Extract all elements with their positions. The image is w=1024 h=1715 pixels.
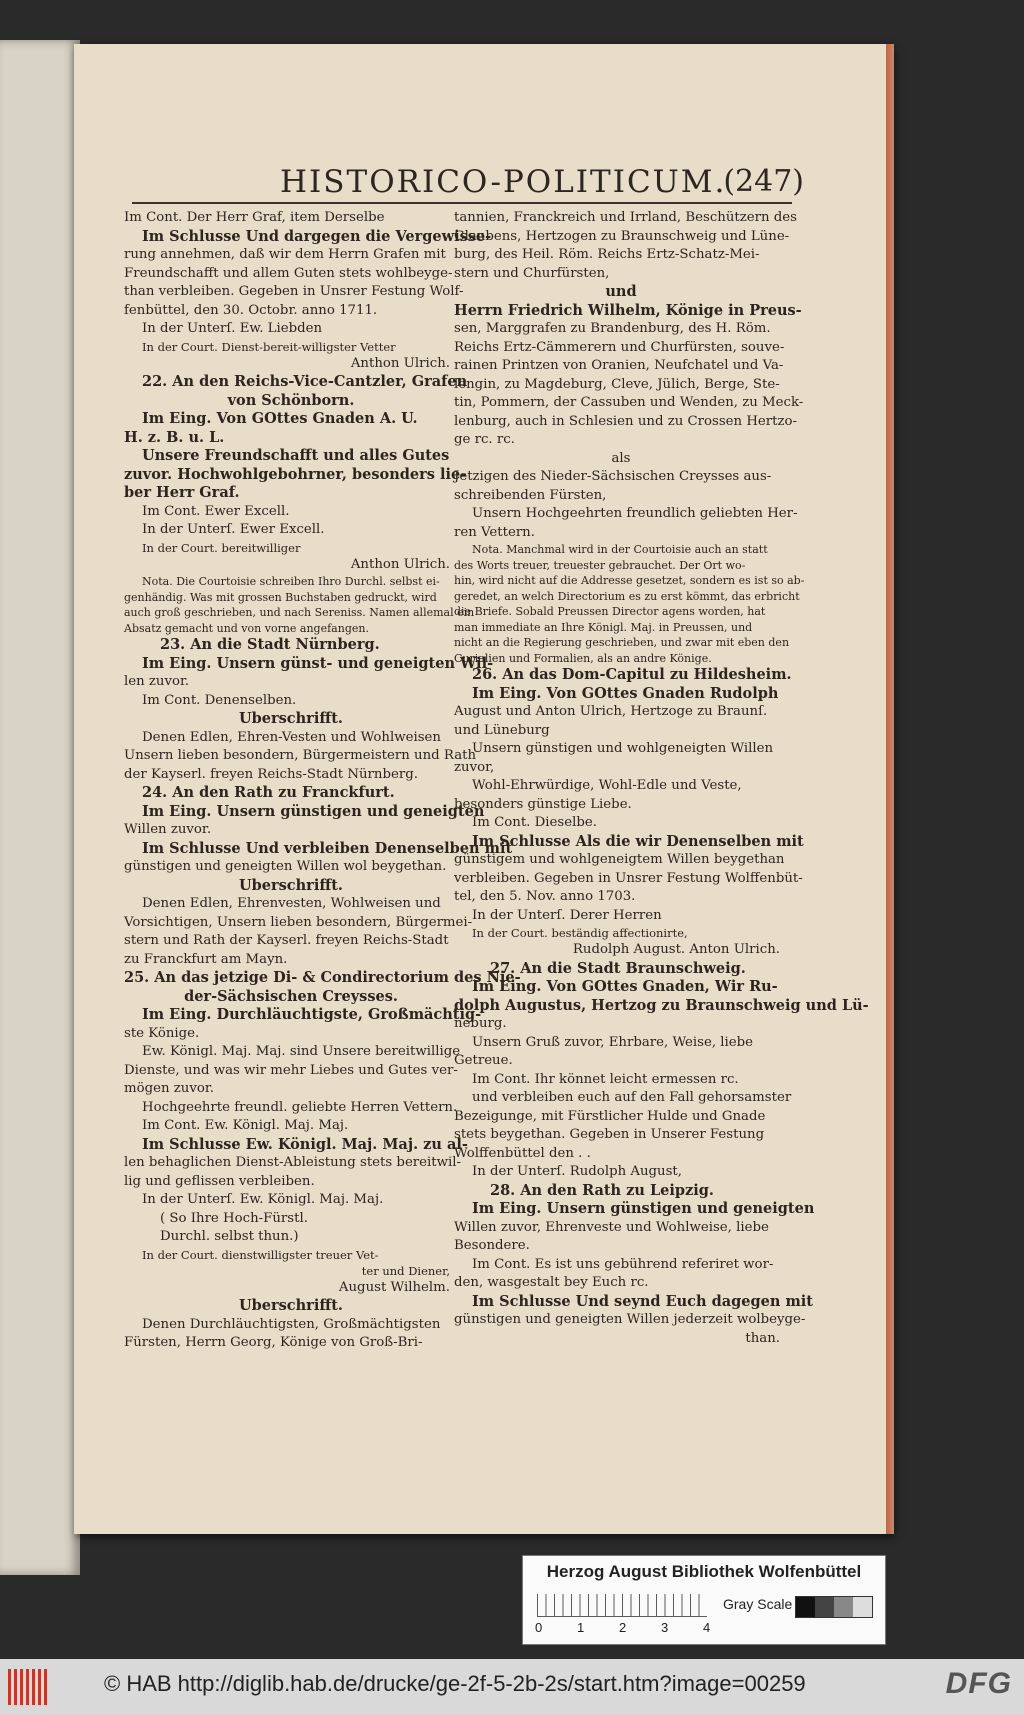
text-line: Im Schlusse Und verbleiben Denenselben mit [142, 839, 513, 857]
text-line: In der Court. bereitwilliger [142, 540, 301, 555]
text-line: ter und Diener, [361, 1263, 450, 1278]
text-line: len zuvor. [124, 674, 190, 689]
footer-source-link[interactable]: © HAB http://diglib.hab.de/drucke/ge-2f-5-2b-2s/start.htm?image=00259 [104, 1671, 806, 1696]
text-line: der-Sächsischen Creysses. [184, 987, 398, 1005]
text-line: August Wilhelm. [338, 1279, 450, 1295]
text-line: In der Court. Dienst-bereit-willigster Vetter [142, 339, 396, 354]
text-line: Im Schlusse Ew. Königl. Maj. Maj. zu al- [142, 1135, 468, 1153]
text-line: Im Eing. Durchläuchtigste, Großmächtig- [142, 1006, 482, 1023]
text-line: günstigen und geneigten Willen jederzeit wolbeyge- [454, 1312, 806, 1327]
text-line: Im Eing. Von GOttes Gnaden A. U. [142, 410, 418, 427]
text-line: Im Schlusse Als die wir Denenselben mit [472, 832, 804, 850]
text-line: stets beygethan. Gegeben in Unserer Festung [454, 1127, 765, 1142]
running-title: HISTORICO-POLITICUM. [280, 164, 727, 200]
gray-scale-label: Gray Scale [723, 1596, 793, 1612]
text-line: geredet, an welch Directorium es zu erst kömmt, das erbricht [454, 589, 800, 603]
text-line: Nota. Manchmal wird in der Courtoisie auch an statt [472, 543, 768, 556]
text-line: Ew. Königl. Maj. Maj. sind Unsere bereitwillige [142, 1044, 461, 1059]
text-line: günstigem und wohlgeneigtem Willen beygethan [454, 852, 785, 867]
text-line: verbleiben. Gegeben in Unsrer Festung Wolffenbüt- [454, 870, 803, 886]
text-line: stern und Churfürsten, [454, 265, 610, 281]
scale-ruler [537, 1594, 707, 1617]
text-line: Bezeigunge, mit Fürstlicher Hulde und Gnade [454, 1108, 766, 1124]
text-line: auch groß geschrieben, und nach Sereniss. Namen allemal ein [124, 606, 475, 619]
library-color-target [522, 1555, 886, 1645]
text-line: Nota. Die Courtoisie schreiben Ihro Durchl. selbst ei- [142, 575, 440, 588]
text-line: than verbleiben. Gegeben in Unsrer Festung Wolf- [124, 284, 464, 299]
text-line: Im Cont. Ew. Königl. Maj. Maj. [142, 1118, 349, 1133]
text-line: ber Herr Graf. [124, 484, 240, 501]
text-line: neburg. [454, 1016, 507, 1031]
text-line: rainen Printzen von Oranien, Neufchatel und Va- [454, 358, 784, 373]
ruler-number: 3 [661, 1620, 669, 1635]
text-line: In der Unterſ. Derer Herren [472, 907, 662, 923]
header-rule [132, 202, 792, 204]
text-line: Im Eing. Unsern günst- und geneigten Wil- [142, 654, 494, 672]
text-line: und [605, 283, 637, 300]
scanned-page [74, 44, 892, 1534]
text-line: zuvor. Hochwohlgebohrner, besonders lie- [124, 465, 467, 483]
text-line: als [611, 450, 631, 466]
text-line: In der Court. dienstwilligster treuer Vet- [142, 1247, 379, 1262]
library-name: Herzog August Bibliothek Wolfenbüttel [546, 1562, 862, 1581]
text-line: Freundschafft und allem Guten stets wohlbeyge- [124, 265, 453, 281]
text-line: den, wasgestalt bey Euch rc. [454, 1275, 649, 1290]
text-line: zu Franckfurt am Mayn. [124, 951, 288, 967]
text-line: In der Unterſ. Ewer Excell. [142, 522, 325, 537]
text-line: 22. An den Reichs-Vice-Cantzler, Grafen [142, 373, 468, 390]
text-line: 23. An die Stadt Nürnberg. [160, 636, 380, 653]
text-line: ste Könige. [124, 1025, 200, 1041]
text-line: Denen Edlen, Ehren-Vesten und Wohlweisen [142, 729, 441, 745]
text-line: ( So Ihre Hoch-Fürstl. [160, 1210, 308, 1226]
text-line: Willen zuvor. [124, 822, 212, 837]
text-line: Glaubens, Hertzogen zu Braunschweig und Lüne- [454, 228, 790, 244]
text-line: In der Unterſ. Rudolph August, [472, 1164, 683, 1179]
text-line: than. [745, 1330, 780, 1346]
text-line: Im Cont. Ewer Excell. [142, 503, 290, 519]
gray-scale-bar [795, 1596, 873, 1618]
page-edge [886, 44, 894, 1534]
text-line: Getreue. [454, 1053, 513, 1068]
text-line: lengin, zu Magdeburg, Cleve, Jülich, Berge, Ste- [454, 376, 780, 392]
hab-logo-icon [8, 1669, 48, 1705]
text-line: lig und geflissen verbleiben. [124, 1173, 315, 1189]
text-line: tannien, Franckreich und Irrland, Beschützern des [454, 210, 797, 225]
text-line: 25. An das jetzige Di- & Condirectorium des Nie- [124, 969, 521, 986]
text-line: Im Eing. Von GOttes Gnaden Rudolph [472, 684, 779, 702]
text-line: stern und Rath der Kayserl. freyen Reichs-Stadt [124, 933, 449, 948]
text-line: der Kayserl. freyen Reichs-Stadt Nürnberg. [124, 766, 418, 782]
text-line: Willen zuvor, Ehrenveste und Wohlweise, liebe [454, 1219, 769, 1235]
ruler-number: 0 [535, 1620, 543, 1635]
text-line: Im Eing. Unsern günstigen und geneigten [142, 802, 485, 820]
text-line: Anthon Ulrich. [350, 355, 450, 371]
ruler-number: 4 [703, 1620, 711, 1635]
text-line: Hochgeehrte freundl. geliebte Herren Vettern. [142, 1099, 458, 1115]
text-line: lenburg, auch in Schlesien und zu Crossen Hertzo- [454, 413, 798, 429]
text-line: 28. An den Rath zu Leipzig. [490, 1181, 714, 1199]
text-line: Im Cont. Denenselben. [142, 692, 297, 708]
page-number: (247) [723, 164, 804, 199]
text-line: Im Cont. Der Herr Graf, item Derselbe [124, 210, 385, 225]
text-line: und Lüneburg [454, 722, 550, 738]
text-line: günstigen und geneigten Willen wol beygethan. [124, 859, 447, 874]
text-line: In der Unterſ. Ew. Liebden [142, 321, 323, 336]
text-line: hin, wird nicht auf die Addresse gesetzet, sondern es ist so ab- [454, 574, 805, 587]
text-line: 26. An das Dom-Capitul zu Hildesheim. [472, 666, 792, 683]
text-line: ren Vettern. [454, 524, 535, 540]
text-line: ge rc. rc. [454, 432, 515, 447]
text-line: Curialien und Formalien, als an andre Könige. [454, 651, 712, 665]
text-line: Durchl. selbst thun.) [160, 1229, 299, 1244]
text-line: Unsern Gruß zuvor, Ehrbare, Weise, liebe [472, 1034, 754, 1050]
text-line: Denen Edlen, Ehrenvesten, Wohlweisen und [142, 896, 441, 911]
right-text-column [454, 209, 869, 1348]
page-header [74, 164, 892, 214]
text-line: Jetzigen des Nieder-Sächsischen Creysses aus- [454, 469, 772, 484]
dfg-logo: DFG [945, 1667, 1012, 1700]
text-line: von Schönborn. [227, 391, 355, 409]
text-line: Herrn Friedrich Wilhelm, Könige in Preus- [454, 301, 802, 319]
text-line: schreibenden Fürsten, [454, 487, 607, 503]
text-line: Wolffenbüttel den . . [454, 1145, 591, 1161]
text-line: genhändig. Was mit grossen Buchstaben gedruckt, wird [124, 590, 437, 604]
text-line: zuvor, [454, 759, 495, 775]
text-line: Besondere. [454, 1238, 530, 1253]
text-line: Reichs Ertz-Cämmerern und Churfürsten, souve- [454, 339, 785, 355]
text-line: die Briefe. Sobald Preussen Director agens worden, hat [454, 605, 766, 618]
text-line: fenbüttel, den 30. Octobr. anno 1711. [124, 302, 378, 318]
text-line: man immediate an Ihre Königl. Maj. in Preussen, und [454, 620, 753, 634]
text-line: 24. An den Rath zu Franckfurt. [142, 784, 395, 801]
text-line: Unsern lieben besondern, Bürgermeistern und Rath [124, 748, 477, 763]
text-line: besonders günstige Liebe. [454, 796, 632, 812]
text-line: des Worts treuer, treuester gebrauchet. Der Ort wo- [454, 558, 746, 572]
text-line: H. z. B. u. L. [124, 428, 225, 446]
text-line: August und Anton Ulrich, Hertzoge zu Braunſ. [454, 704, 768, 719]
text-line: Im Cont. Ihr könnet leicht ermessen rc. [472, 1071, 739, 1087]
text-line: Fürsten, Herrn Georg, Könige von Groß-Bri- [124, 1335, 423, 1350]
text-line: Unsern günstigen und wohlgeneigten Willen [472, 741, 774, 756]
text-line: Denen Durchläuchtigsten, Großmächtigsten [142, 1316, 441, 1332]
text-line: dolph Augustus, Hertzog zu Braunschweig und Lü- [454, 996, 869, 1014]
text-line: tin, Pommern, der Cassuben und Wenden, zu Meck- [454, 395, 804, 410]
text-line: Anthon Ulrich. [350, 556, 450, 572]
text-line: tel, den 5. Nov. anno 1703. [454, 889, 636, 904]
text-line: Rudolph August. Anton Ulrich. [572, 942, 780, 957]
text-line: Absatz gemacht und von vorne angefangen. [124, 621, 369, 635]
text-line: Uberschrifft. [239, 876, 343, 894]
text-line: Uberschrifft. [239, 710, 343, 727]
text-line: len behaglichen Dienst-Ableistung stets bereitwil- [124, 1155, 462, 1170]
text-line: Im Eing. Unsern günstigen und geneigten [472, 1200, 815, 1217]
previous-page [0, 40, 80, 1575]
text-line: Dienste, und was wir mehr Liebes und Gutes ver- [124, 1062, 458, 1078]
text-line: Vorsichtigen, Unsern lieben besondern, Bürgermei- [124, 914, 473, 930]
text-line: 27. An die Stadt Braunschweig. [490, 959, 746, 977]
viewer-footer [0, 1659, 1024, 1715]
text-line: Uberschrifft. [239, 1297, 343, 1314]
text-line: Im Eing. Von GOttes Gnaden, Wir Ru- [472, 978, 778, 995]
text-line: nicht an die Regierung geschrieben, und zwar mit eben den [454, 636, 790, 649]
text-line: Unsern Hochgeehrten freundlich geliebten Her- [472, 506, 798, 521]
text-line: und verbleiben euch auf den Fall gehorsamster [472, 1090, 792, 1105]
ruler-number: 1 [577, 1620, 585, 1635]
text-line: In der Court. beständig affectionirte, [472, 926, 688, 940]
text-line: Im Cont. Es ist uns gebührend referiret wor- [472, 1256, 774, 1272]
text-line: mögen zuvor. [124, 1081, 214, 1096]
ruler-number: 2 [619, 1620, 627, 1635]
text-line: Unsere Freundschafft und alles Gutes [142, 447, 450, 464]
text-line: rung annehmen, daß wir dem Herrn Grafen mit [124, 247, 446, 262]
text-line: Im Cont. Dieselbe. [472, 815, 597, 830]
text-line: Im Schlusse Und seynd Euch dagegen mit [472, 1292, 813, 1310]
text-line: In der Unterſ. Ew. Königl. Maj. Maj. [142, 1192, 384, 1207]
text-line: sen, Marggrafen zu Brandenburg, des H. Röm. [454, 321, 771, 336]
text-line: burg, des Heil. Röm. Reichs Ertz-Schatz-Mei- [454, 247, 760, 262]
text-line: Im Schlusse Und dargegen die Vergewisse- [142, 227, 492, 245]
text-line: Wohl-Ehrwürdige, Wohl-Edle und Veste, [472, 778, 742, 793]
